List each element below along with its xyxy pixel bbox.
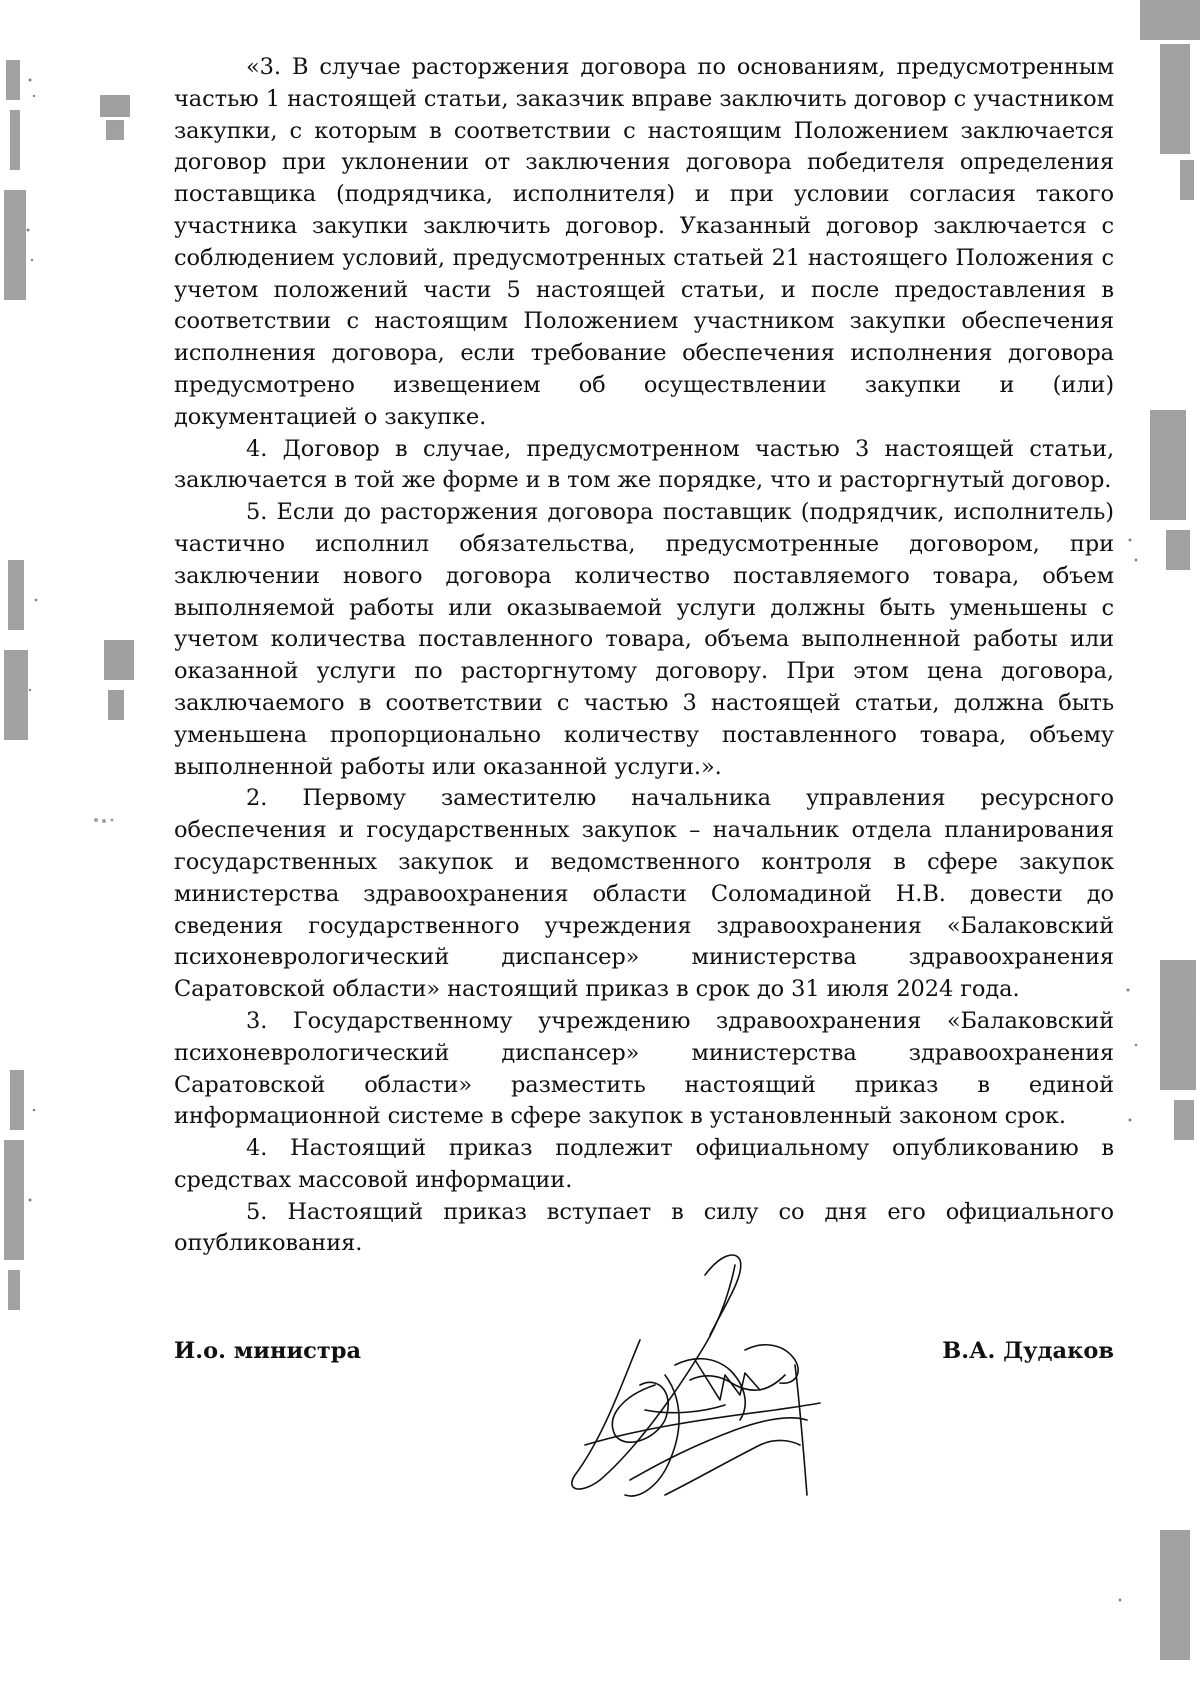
paragraph-item-4: 4. Настоящий приказ подлежит официальному опубликованию в средствах массовой информации. [174, 1135, 1114, 1193]
scan-noise-left-inner [60, 80, 140, 1280]
paragraph-item-5: 5. Настоящий приказ вступает в силу со дня его официального опубликования. [174, 1198, 1114, 1257]
paragraph-clause-4: 4. Договор в случае, предусмотренном частью 3 настоящей статьи, заключается в той же форме и в том же порядке, что и расторгнутый договор. [174, 435, 1114, 494]
scan-noise-left [0, 0, 60, 1696]
paragraph-clause-5: 5. Если до расторжения договора поставщик (подрядчик, исполнитель) частично исполнил обязательства, предусмотренные договором, при заключении нового договора количество поставляемого товара, объем выполняемой работы или оказываемой услуги должны быть уменьшены с учетом количества поставленного товара, объема выполненной работы или оказанной услуги по расторгнутому договору. При этом цена договора, заключаемого в соответствии с частью 3 настоящей статьи, должна быть уменьшена пропорционально количеству поставленного товара, объему выполненной работы или оказанной услуги.». [174, 499, 1114, 780]
paragraph-item-3: 3. Государственному учреждению здравоохранения «Балаковский психоневрологический диспансер» министерства здравоохранения Саратовской области» разместить настоящий приказ в единой информационной системе в сфере закупок в установленный законом срок. [174, 1007, 1114, 1130]
order-body [174, 52, 1114, 1260]
handwritten-signature [545, 1245, 845, 1515]
signatory-position: И.о. министра [174, 1338, 362, 1364]
paragraph-clause-3: «3. В случае расторжения договора по основаниям, предусмотренным частью 1 настоящей статьи, заказчик вправе заключить договор с участником закупки, с которым в соответствии с настоящим Положением заключается договор при уклонении от заключения договора победителя определения поставщика (подрядчика, исполнителя) и при условии согласия такого участника закупки заключить договор. Указанный договор заключается с соблюдением условий, предусмотренных статьей 21 настоящего Положения с учетом положений части 5 настоящей статьи, и после предоставления в соответствии с настоящим Положением участником закупки обеспечения исполнения договора, если требование обеспечения исполнения договора предусмотрено извещением об осуществлении закупки и (или) документацией о закупке. [174, 54, 1114, 430]
signatory-name: В.А. Дудаков [942, 1338, 1114, 1364]
paragraph-item-2: 2. Первому заместителю начальника управления ресурсного обеспечения и государственных закупок – начальник отдела планирования государственных закупок и ведомственного контроля в сфере закупок министерства здравоохранения области Соломадиной Н.В. довести до сведения государственного учреждения здравоохранения «Балаковский психоневрологический диспансер» министерства здравоохранения Саратовской области» настоящий приказ в срок до 31 июля 2024 года. [174, 785, 1114, 1003]
